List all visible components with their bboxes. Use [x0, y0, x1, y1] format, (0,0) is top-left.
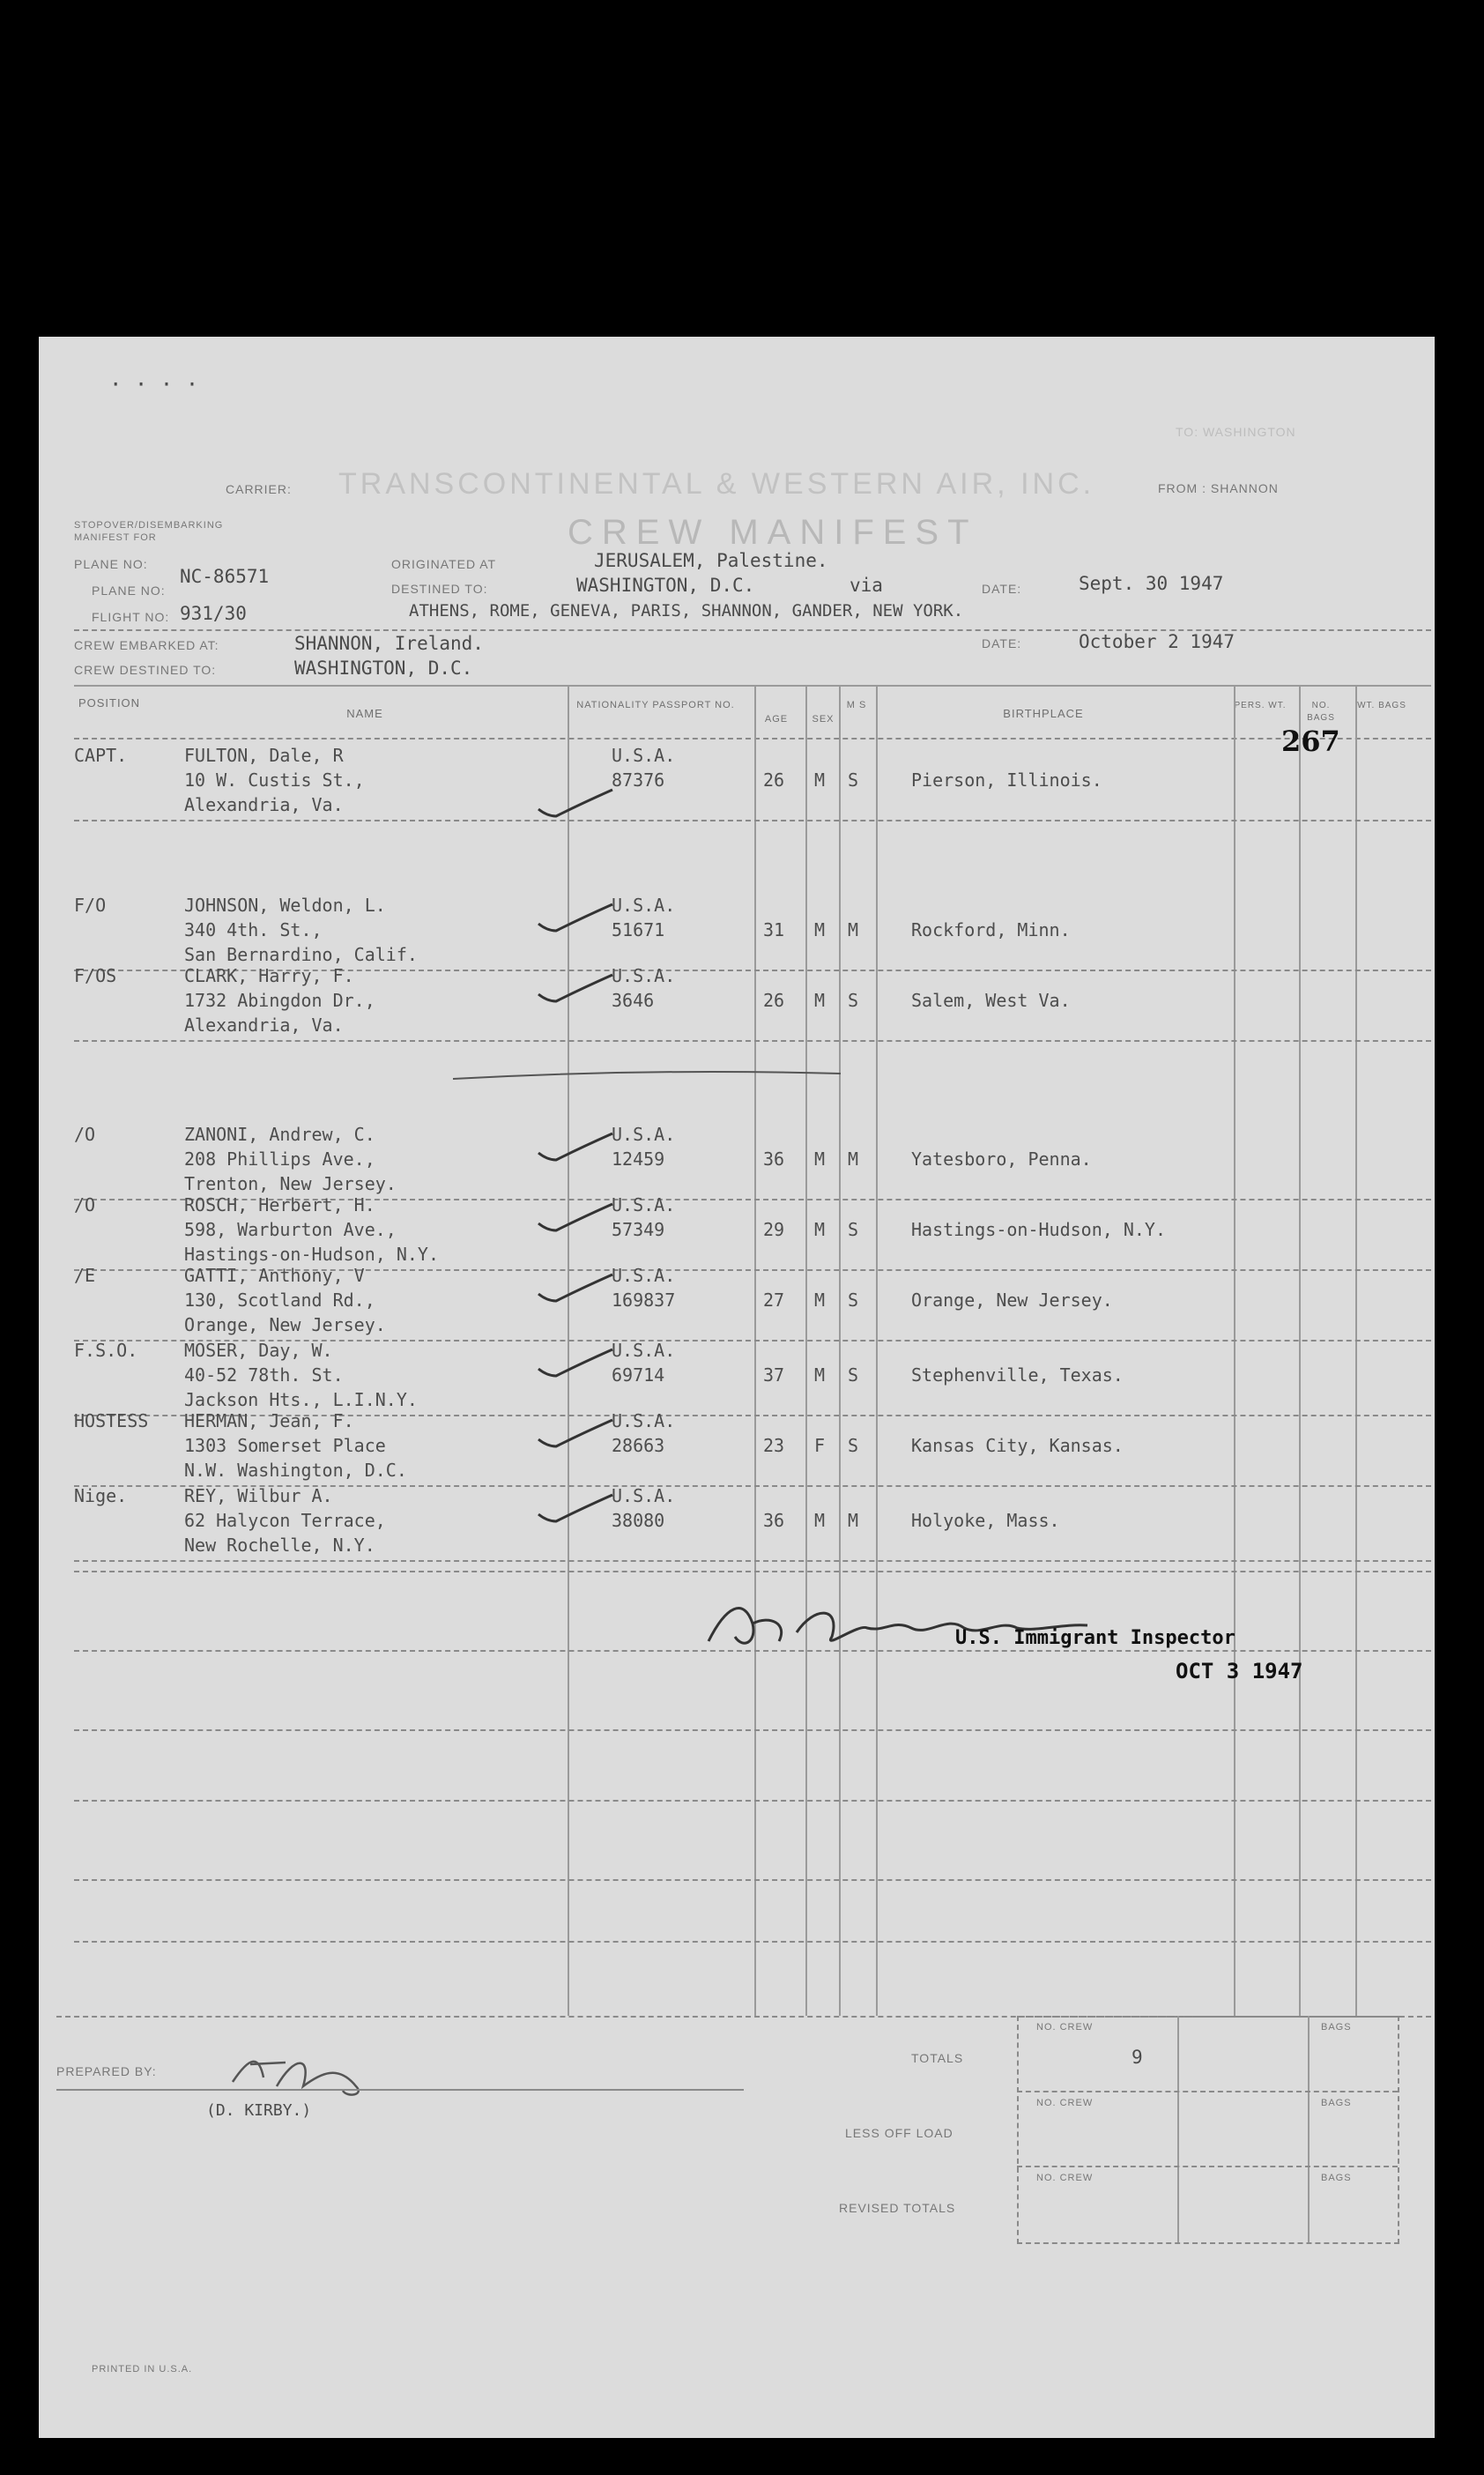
col-position: POSITION [78, 696, 141, 710]
crew-address-1: 40-52 78th. St. [184, 1364, 344, 1386]
crew-sex: M [814, 990, 826, 1011]
crew-address-2: Hastings-on-Hudson, N.Y. [184, 1244, 439, 1265]
via-label: via [850, 575, 883, 596]
carrier-name: TRANSCONTINENTAL & WESTERN AIR, INC. [338, 467, 1095, 501]
crew-address-1: 10 W. Custis St., [184, 769, 365, 791]
crew-position: HOSTESS [74, 1410, 149, 1431]
crew-age: 23 [763, 1435, 785, 1456]
blank-row-divider [74, 1571, 1431, 1572]
bags-label-3: BAGS [1321, 2173, 1352, 2183]
crew-sex: M [814, 1219, 826, 1240]
crew-ms: M [848, 919, 859, 940]
crew-passport: 57349 [612, 1219, 665, 1240]
check-mark-icon [537, 1416, 616, 1452]
manifest-page [39, 337, 1435, 2438]
crew-sex: M [814, 1290, 826, 1311]
embarked-label: CREW EMBARKED AT: [74, 638, 219, 652]
col-nationality: NATIONALITY PASSPORT NO. [576, 700, 735, 710]
crew-birthplace: Salem, West Va. [911, 990, 1071, 1011]
crew-ms: S [848, 990, 859, 1011]
check-mark-icon [537, 786, 616, 821]
vline-bags [1299, 685, 1301, 2016]
page-number: 267 [1281, 725, 1340, 758]
totals-label: TOTALS [911, 2051, 964, 2065]
crew-birthplace: Rockford, Minn. [911, 919, 1071, 940]
crew-name: GATTI, Anthony, V [184, 1265, 365, 1286]
no-crew-label-3: NO. CREW [1036, 2173, 1094, 2183]
revised-totals-label: REVISED TOTALS [839, 2201, 956, 2215]
crew-passport: 3646 [612, 990, 655, 1011]
col-birthplace: BIRTHPLACE [1003, 707, 1084, 720]
crew-address-1: 130, Scotland Rd., [184, 1290, 375, 1311]
date-value: Sept. 30 1947 [1079, 573, 1224, 594]
bags-label-1: BAGS [1321, 2022, 1352, 2033]
crew-age: 29 [763, 1219, 785, 1240]
check-mark-icon [537, 971, 616, 1007]
carrier-label: CARRIER: [226, 482, 292, 496]
table-header-line [74, 738, 1431, 740]
printed-label: PRINTED IN U.S.A. [92, 2364, 193, 2375]
crew-ms: S [848, 769, 859, 791]
crew-ms: S [848, 1364, 859, 1386]
crew-position: CAPT. [74, 745, 128, 766]
crew-age: 26 [763, 990, 785, 1011]
crew-sex: M [814, 1148, 826, 1170]
blank-row-divider [74, 1800, 1431, 1802]
col-sex: SEX [812, 714, 835, 725]
crew-birthplace: Stephenville, Texas. [911, 1364, 1124, 1386]
crew-passport: 51671 [612, 919, 665, 940]
totals-vline-1 [1177, 2016, 1179, 2242]
crew-address-1: 1732 Abingdon Dr., [184, 990, 375, 1011]
crew-address-2: Trenton, New Jersey. [184, 1173, 397, 1194]
crew-nationality: U.S.A. [612, 895, 676, 916]
manifest-for-label: MANIFEST FOR [74, 532, 157, 543]
crew-address-2: Orange, New Jersey. [184, 1314, 386, 1335]
crew-nationality: U.S.A. [612, 1265, 676, 1286]
col-name: NAME [346, 707, 383, 720]
check-mark-icon [537, 1346, 616, 1381]
crew-passport: 12459 [612, 1148, 665, 1170]
crew-address-1: 598, Warburton Ave., [184, 1219, 397, 1240]
col-ms: M S [846, 700, 867, 710]
check-mark-icon [537, 1130, 616, 1165]
crew-birthplace: Hastings-on-Hudson, N.Y. [911, 1219, 1166, 1240]
bags-label-2: BAGS [1321, 2098, 1352, 2108]
crew-position: /O [74, 1124, 96, 1145]
plane-no: NC-86571 [180, 566, 270, 587]
crew-address-1: 208 Phillips Ave., [184, 1148, 375, 1170]
crew-position: F/O [74, 895, 107, 916]
flight-no-label: FLIGHT NO: [92, 610, 170, 624]
crew-sex: M [814, 769, 826, 791]
totals-vline-2 [1308, 2016, 1310, 2242]
crew-position: /E [74, 1265, 96, 1286]
crew-name: REY, Wilbur A. [184, 1485, 333, 1506]
crew-nationality: U.S.A. [612, 1340, 676, 1361]
vline-sex [805, 685, 807, 2016]
crew-destined-value: WASHINGTON, D.C. [294, 658, 473, 679]
vline-ms [839, 685, 841, 2016]
crew-birthplace: Yatesboro, Penna. [911, 1148, 1092, 1170]
crew-address-2: Alexandria, Va. [184, 1015, 344, 1036]
crew-position: Nige. [74, 1485, 128, 1506]
crew-sex: M [814, 1364, 826, 1386]
crew-birthplace: Pierson, Illinois. [911, 769, 1102, 791]
crew-passport: 169837 [612, 1290, 676, 1311]
vline-age [754, 685, 756, 2016]
col-age: AGE [764, 714, 789, 725]
crew-ms: M [848, 1148, 859, 1170]
crew-sex: M [814, 919, 826, 940]
crew-address-1: 340 4th. St., [184, 919, 323, 940]
top-marks: · · · · [109, 372, 199, 397]
col-no-bags: NO. BAGS [1307, 701, 1335, 723]
crew-name: MOSER, Day, W. [184, 1340, 333, 1361]
crew-age: 37 [763, 1364, 785, 1386]
prepared-line [56, 2089, 744, 2091]
vline-birth [876, 685, 878, 2016]
crew-ms: M [848, 1510, 859, 1531]
totals-row-1 [1017, 2091, 1398, 2092]
crew-ms: S [848, 1219, 859, 1240]
vline-wt [1355, 685, 1357, 2016]
originated-label: ORIGINATED AT [391, 557, 497, 571]
crew-nationality: U.S.A. [612, 1410, 676, 1431]
crew-age: 26 [763, 769, 785, 791]
crew-name: CLARK, Harry, F. [184, 965, 354, 986]
crew-destined-label: CREW DESTINED TO: [74, 663, 217, 677]
crew-nationality: U.S.A. [612, 745, 676, 766]
plane-no-label-a: PLANE NO: [74, 557, 148, 571]
preparer-signature [224, 2047, 382, 2100]
crew-address-1: 62 Halycon Terrace, [184, 1510, 386, 1531]
crew-ms: S [848, 1290, 859, 1311]
crew-birthplace: Orange, New Jersey. [911, 1290, 1113, 1311]
col-wt-bags: WT. BAGS [1357, 701, 1406, 710]
crew-nationality: U.S.A. [612, 1485, 676, 1506]
check-mark-icon [537, 1200, 616, 1236]
stamp-line2: OCT 3 1947 [1176, 1659, 1303, 1683]
crew-passport: 28663 [612, 1435, 665, 1456]
crew-ms: S [848, 1435, 859, 1456]
no-crew-label-1: NO. CREW [1036, 2022, 1094, 2033]
crew-age: 27 [763, 1290, 785, 1311]
crew-row-divider [74, 1040, 1431, 1042]
crew-age: 36 [763, 1148, 785, 1170]
blank-row-divider [74, 1941, 1431, 1943]
originated-value: JERUSALEM, Palestine. [594, 550, 828, 571]
check-mark-icon [537, 901, 616, 936]
stray-pen-line [453, 1068, 850, 1086]
crew-nationality: U.S.A. [612, 1194, 676, 1215]
crew-address-2: Jackson Hts., L.I.N.Y. [184, 1389, 418, 1410]
crew-passport: 69714 [612, 1364, 665, 1386]
no-crew-label-2: NO. CREW [1036, 2098, 1094, 2108]
stopover-label: STOPOVER/DISEMBARKING [74, 520, 224, 531]
check-mark-icon [537, 1491, 616, 1527]
crew-age: 36 [763, 1510, 785, 1531]
crew-nationality: U.S.A. [612, 1124, 676, 1145]
crew-name: JOHNSON, Weldon, L. [184, 895, 386, 916]
crew-position: /O [74, 1194, 96, 1215]
stamp-line1: U.S. Immigrant Inspector [955, 1627, 1235, 1649]
via-route: ATHENS, ROME, GENEVA, PARIS, SHANNON, GANDER, NEW YORK. [409, 601, 964, 621]
destined-label: DESTINED TO: [391, 582, 488, 596]
top-right-label: TO: WASHINGTON [1176, 425, 1296, 439]
date2-value: October 2 1947 [1079, 631, 1235, 652]
crew-address-2: N.W. Washington, D.C. [184, 1460, 407, 1481]
plane-no-label: PLANE NO: [92, 583, 166, 598]
crew-name: ZANONI, Andrew, C. [184, 1124, 375, 1145]
prepared-by-label: PREPARED BY: [56, 2064, 157, 2078]
crew-position: F/OS [74, 965, 117, 986]
prepared-by-name: (D. KIRBY.) [206, 2101, 312, 2120]
date2-label: DATE: [982, 636, 1022, 650]
crew-age: 31 [763, 919, 785, 940]
crew-sex: F [814, 1435, 826, 1456]
crew-position: F.S.O. [74, 1340, 138, 1361]
crew-passport: 87376 [612, 769, 665, 791]
flight-no: 931/30 [180, 603, 247, 624]
vline-pers [1234, 685, 1235, 2016]
blank-row-divider [74, 1879, 1431, 1881]
crew-name: HERMAN, Jean, F. [184, 1410, 354, 1431]
crew-row-divider [74, 820, 1431, 821]
crew-row-divider [74, 1560, 1431, 1562]
blank-row-divider [74, 1650, 1431, 1652]
table-top-line [74, 685, 1431, 687]
crew-address-2: Alexandria, Va. [184, 794, 344, 815]
crew-nationality: U.S.A. [612, 965, 676, 986]
crew-sex: M [814, 1510, 826, 1531]
crew-address-2: New Rochelle, N.Y. [184, 1535, 375, 1556]
crew-name: FULTON, Dale, R [184, 745, 344, 766]
crew-address-2: San Bernardino, Calif. [184, 944, 418, 965]
from-label: FROM : SHANNON [1158, 481, 1279, 495]
col-pers-wt: PERS. WT. [1234, 701, 1287, 710]
crew-passport: 38080 [612, 1510, 665, 1531]
embarked-value: SHANNON, Ireland. [294, 633, 484, 654]
crew-birthplace: Kansas City, Kansas. [911, 1435, 1124, 1456]
crew-birthplace: Holyoke, Mass. [911, 1510, 1060, 1531]
manifest-title: CREW MANIFEST [568, 513, 978, 552]
totals-row-2 [1017, 2166, 1398, 2167]
crew-name: ROSCH, Herbert, H. [184, 1194, 375, 1215]
totals-box [1017, 2016, 1399, 2244]
blank-row-divider [74, 1729, 1431, 1731]
check-mark-icon [537, 1271, 616, 1306]
date-label: DATE: [982, 582, 1022, 596]
crew-address-1: 1303 Somerset Place [184, 1435, 386, 1456]
less-off-load-label: LESS OFF LOAD [845, 2126, 953, 2140]
no-crew-value: 9 [1132, 2047, 1143, 2068]
destined-value: WASHINGTON, D.C. [576, 575, 755, 596]
